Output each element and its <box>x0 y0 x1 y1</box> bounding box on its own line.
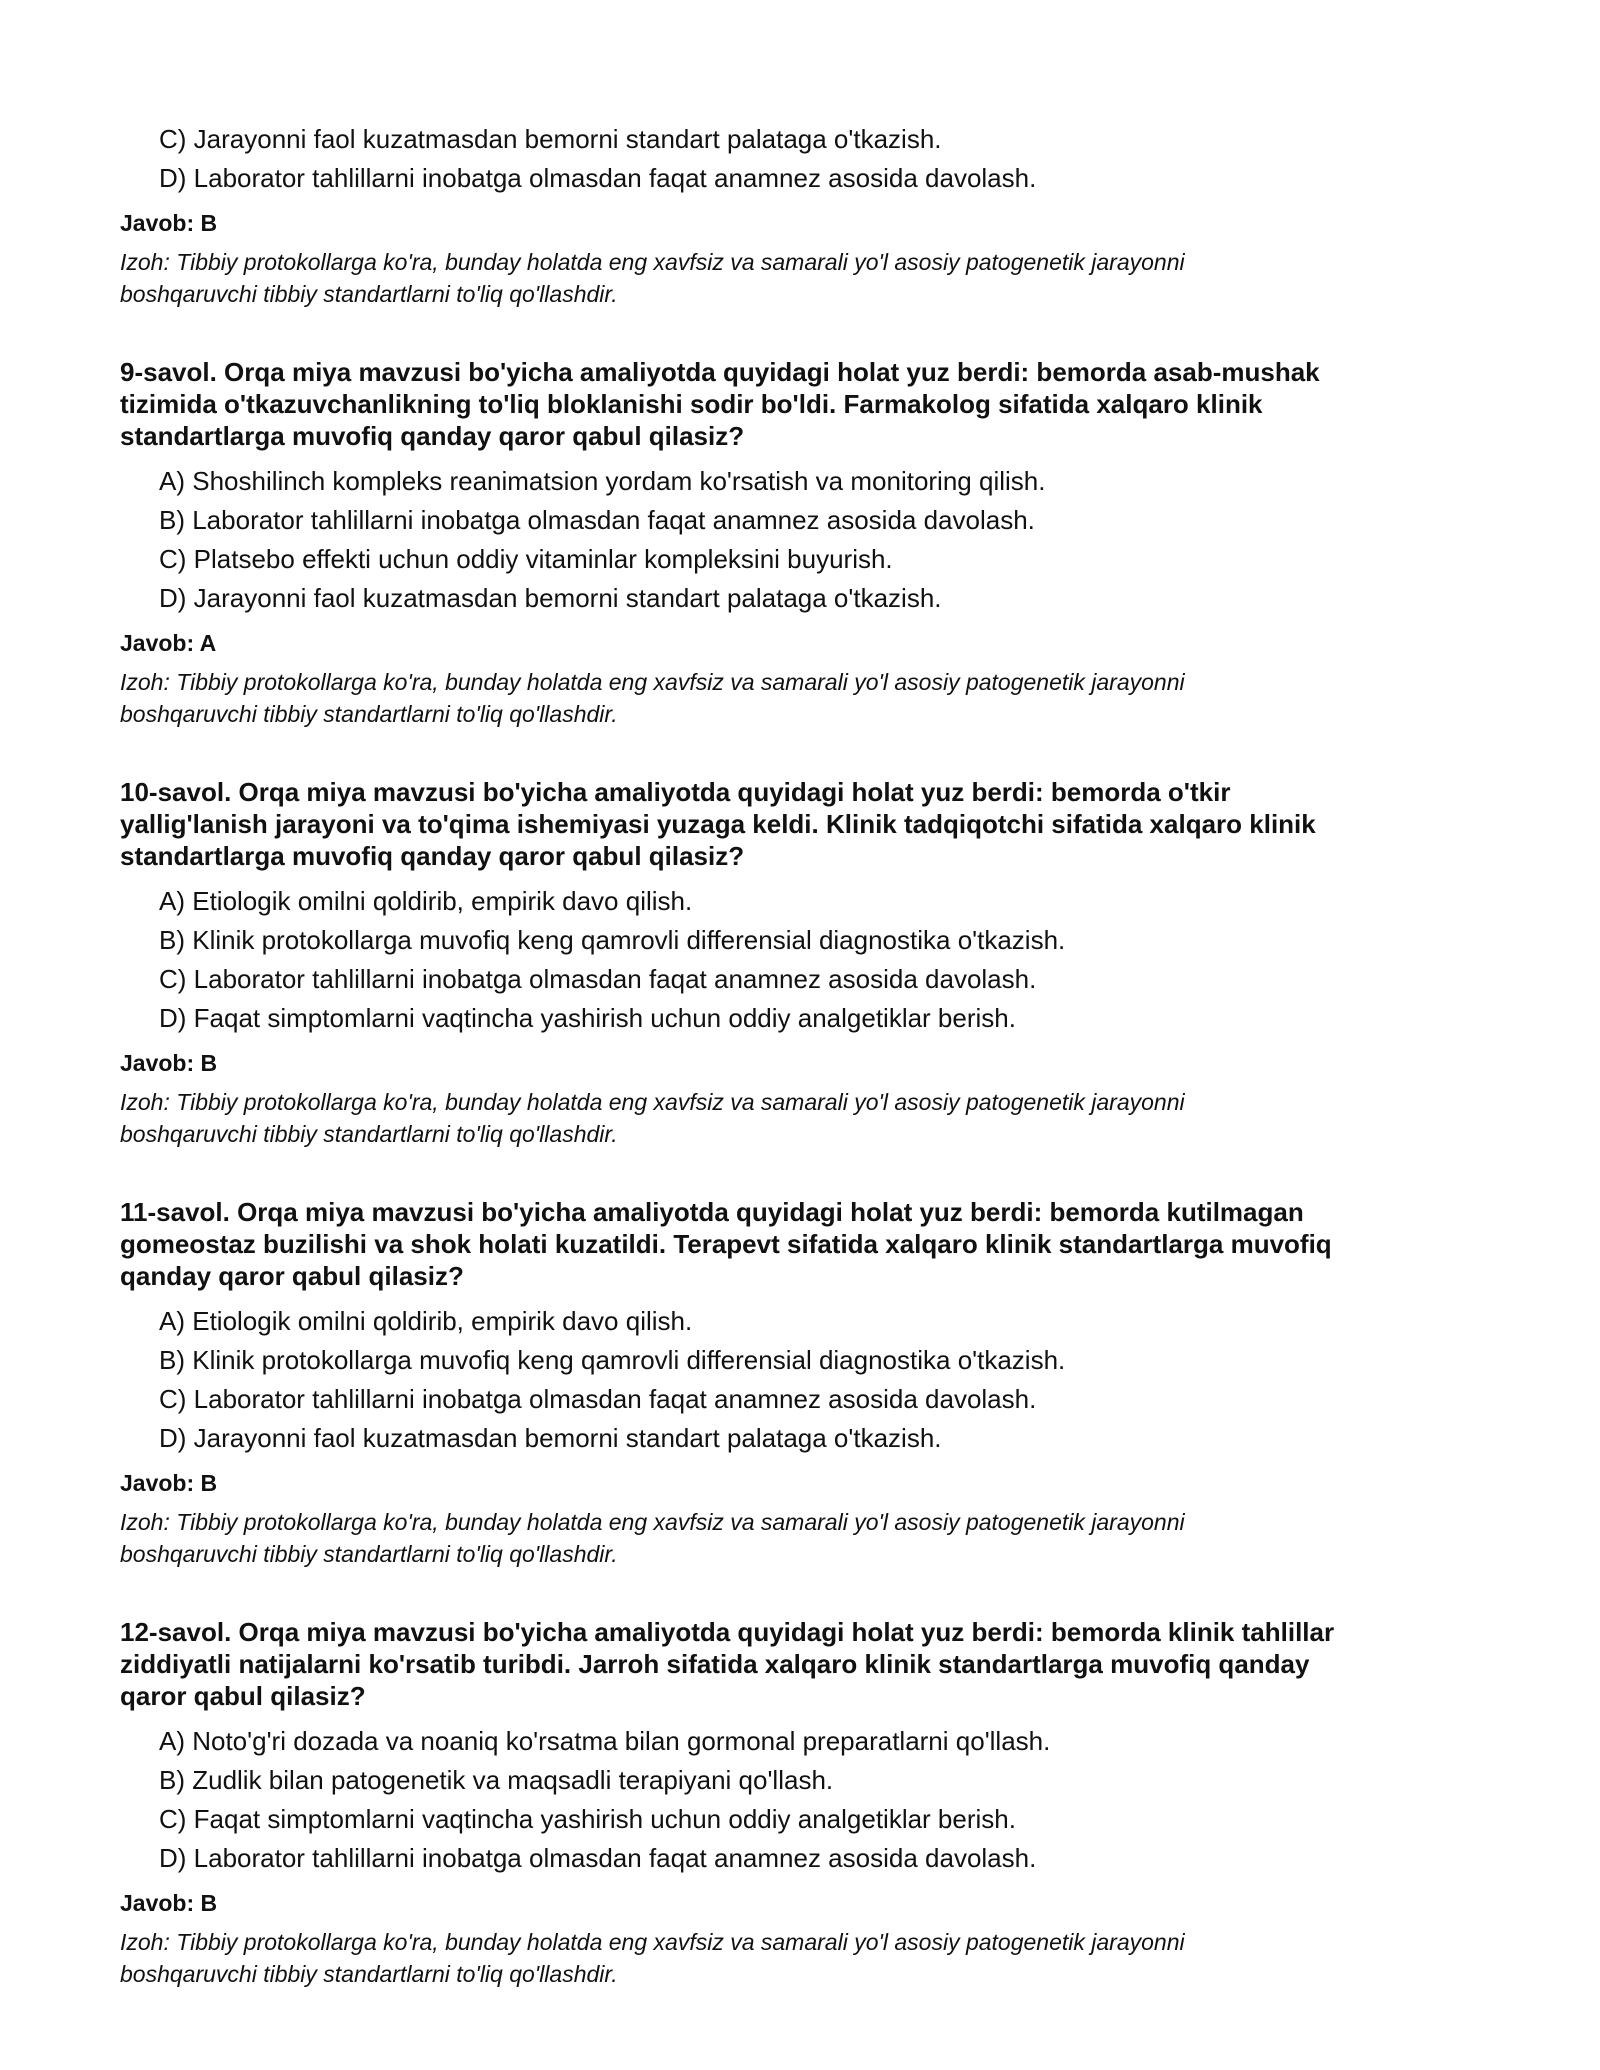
option-a: A) Etiologik omilni qoldirib, empirik davo qilish. <box>159 1306 693 1336</box>
option-b: B) Zudlik bilan patogenetik va maqsadli terapiyani qo'llash. <box>159 1765 834 1795</box>
explanation-line: boshqaruvchi tibbiy standartlarni to'liq qo'llashdir. <box>120 1541 618 1567</box>
explanation-note <box>120 1506 1480 1570</box>
question-line: 11-savol. Orqa miya mavzusi bo'yicha amaliyotda quyidagi holat yuz berdi: bemorda kutilmagan <box>120 1197 1304 1227</box>
explanation-line: boshqaruvchi tibbiy standartlarni to'liq qo'llashdir. <box>120 281 618 307</box>
option-d: D) Faqat simptomlarni vaqtincha yashirish uchun oddiy analgetiklar berish. <box>159 1003 1016 1033</box>
question-line: standartlarga muvofiq qanday qaror qabul qilasiz? <box>120 841 745 871</box>
answer-label: Javob: B <box>120 1470 218 1496</box>
question-line: gomeostaz buzilishi va shok holati kuzatildi. Terapevt sifatida xalqaro klinik standartlarga muvofiq <box>120 1229 1332 1259</box>
option-a: A) Noto'g'ri dozada va noaniq ko'rsatma bilan gormonal preparatlarni qo'llash. <box>159 1726 1051 1756</box>
question-block-10 <box>120 776 1480 1150</box>
explanation-line: Izoh: Tibbiy protokollarga ko'ra, bunday holatda eng xavfsiz va samarali yo'l asosiy patogenetik jarayonni <box>120 669 1185 695</box>
option-c: C) Laborator tahlillarni inobatga olmasdan faqat anamnez asosida davolash. <box>159 1384 1037 1414</box>
explanation-line: Izoh: Tibbiy protokollarga ko'ra, bunday holatda eng xavfsiz va samarali yo'l asosiy patogenetik jarayonni <box>120 249 1185 275</box>
question-text <box>120 1616 1480 1712</box>
option-c: C) Jarayonni faol kuzatmasdan bemorni standart palataga o'tkazish. <box>159 124 942 154</box>
explanation-note <box>120 1086 1480 1150</box>
explanation-line: boshqaruvchi tibbiy standartlarni to'liq qo'llashdir. <box>120 1961 618 1987</box>
option-d: D) Laborator tahlillarni inobatga olmasdan faqat anamnez asosida davolash. <box>159 1843 1037 1873</box>
option-c: C) Laborator tahlillarni inobatga olmasdan faqat anamnez asosida davolash. <box>159 964 1037 994</box>
options-list <box>120 882 1480 1038</box>
options-list <box>120 1302 1480 1458</box>
option-b: B) Klinik protokollarga muvofiq keng qamrovli differensial diagnostika o'tkazish. <box>159 925 1066 955</box>
option-b: B) Laborator tahlillarni inobatga olmasdan faqat anamnez asosida davolash. <box>159 505 1035 535</box>
answer-label: Javob: B <box>120 1050 218 1076</box>
explanation-line: Izoh: Tibbiy protokollarga ko'ra, bunday holatda eng xavfsiz va samarali yo'l asosiy patogenetik jarayonni <box>120 1509 1185 1535</box>
question-line: yallig'lanish jarayoni va to'qima ishemiyasi yuzaga keldi. Klinik tadqiqotchi sifatida xalqaro klinik <box>120 809 1316 839</box>
question-line: 9-savol. Orqa miya mavzusi bo'yicha amaliyotda quyidagi holat yuz berdi: bemorda asab-mushak <box>120 357 1320 387</box>
document-page <box>120 120 1480 1990</box>
question-block-12 <box>120 1616 1480 1990</box>
question-block-11 <box>120 1196 1480 1570</box>
question-block-8-continued <box>120 120 1480 310</box>
question-line: 12-savol. Orqa miya mavzusi bo'yicha amaliyotda quyidagi holat yuz berdi: bemorda klinik tahlillar <box>120 1617 1335 1647</box>
option-d: D) Jarayonni faol kuzatmasdan bemorni standart palataga o'tkazish. <box>159 1423 942 1453</box>
question-line: qanday qaror qabul qilasiz? <box>120 1261 464 1291</box>
explanation-note <box>120 666 1480 730</box>
options-list <box>120 1722 1480 1878</box>
question-line: 10-savol. Orqa miya mavzusi bo'yicha amaliyotda quyidagi holat yuz berdi: bemorda o'tkir <box>120 777 1231 807</box>
explanation-line: Izoh: Tibbiy protokollarga ko'ra, bunday holatda eng xavfsiz va samarali yo'l asosiy patogenetik jarayonni <box>120 1089 1185 1115</box>
option-d: D) Laborator tahlillarni inobatga olmasdan faqat anamnez asosida davolash. <box>159 163 1037 193</box>
answer-label: Javob: B <box>120 1890 218 1916</box>
answer-label: Javob: A <box>120 630 217 656</box>
option-d: D) Jarayonni faol kuzatmasdan bemorni standart palataga o'tkazish. <box>159 583 942 613</box>
option-b: B) Klinik protokollarga muvofiq keng qamrovli differensial diagnostika o'tkazish. <box>159 1345 1066 1375</box>
explanation-note <box>120 246 1480 310</box>
question-line: tizimida o'tkazuvchanlikning to'liq bloklanishi sodir bo'ldi. Farmakolog sifatida xalqaro klinik <box>120 389 1263 419</box>
answer-label: Javob: B <box>120 210 218 236</box>
explanation-note <box>120 1926 1480 1990</box>
question-line: qaror qabul qilasiz? <box>120 1681 366 1711</box>
question-line: ziddiyatli natijalarni ko'rsatib turibdi. Jarroh sifatida xalqaro klinik standartlarga muvofiq qanday <box>120 1649 1310 1679</box>
explanation-line: boshqaruvchi tibbiy standartlarni to'liq qo'llashdir. <box>120 701 618 727</box>
explanation-line: boshqaruvchi tibbiy standartlarni to'liq qo'llashdir. <box>120 1121 618 1147</box>
option-c: C) Faqat simptomlarni vaqtincha yashirish uchun oddiy analgetiklar berish. <box>159 1804 1016 1834</box>
options-list <box>120 120 1480 198</box>
option-c: C) Platsebo effekti uchun oddiy vitaminlar kompleksini buyurish. <box>159 544 893 574</box>
question-block-9 <box>120 356 1480 730</box>
question-line: standartlarga muvofiq qanday qaror qabul qilasiz? <box>120 421 745 451</box>
explanation-line: Izoh: Tibbiy protokollarga ko'ra, bunday holatda eng xavfsiz va samarali yo'l asosiy patogenetik jarayonni <box>120 1929 1185 1955</box>
option-a: A) Etiologik omilni qoldirib, empirik davo qilish. <box>159 886 693 916</box>
question-text <box>120 356 1480 452</box>
options-list <box>120 462 1480 618</box>
question-text <box>120 776 1480 872</box>
question-text <box>120 1196 1480 1292</box>
option-a: A) Shoshilinch kompleks reanimatsion yordam ko'rsatish va monitoring qilish. <box>159 466 1046 496</box>
